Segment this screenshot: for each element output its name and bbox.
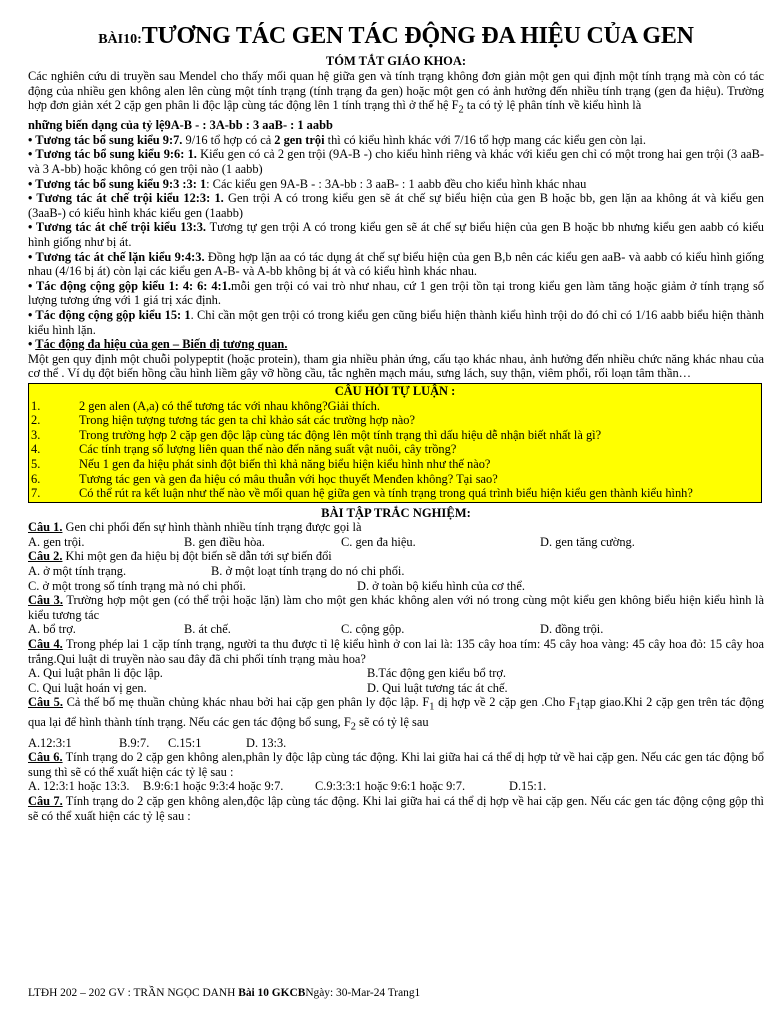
essay-question: 1. 2 gen alen (A,a) có thể tương tác với nhau không?Giải thích. xyxy=(31,398,380,413)
option[interactable]: A. 12:3:1 hoặc 13:3. xyxy=(28,779,130,794)
mcq-question-5: Câu 5. Cả thế bố mẹ thuần chủng khác nhau bởi hai cặp gen phân ly độc lập. $F_1$ dị hợp về 2 cặp gen .Cho $F_1tạp$ giao.Khi 2 cặp gen trên tác động qua lại để hình thành tính trạng. Nếu các gen tác động bổ sung, $F_2$ sẽ có tỷ lệ sau xyxy=(28,695,764,733)
mcq-options-4 xyxy=(28,666,764,681)
option[interactable]: C. cộng gộp. xyxy=(341,622,405,637)
mcq-question-6: Câu 6. Tính trạng do 2 cặp gen không alen,phân ly độc lập cùng tác động. Khi lai giữa hai cá thể dị hợp tử về hai cặp gen. Nếu các gen tác động bổ sung thì sẽ có thể xuất hiện các tỷ lệ sau : xyxy=(28,750,764,779)
mcq-options-2b xyxy=(28,579,764,594)
mcq-question-1: Câu 1. Gen chi phối đến sự hình thành nhiều tính trạng được gọi là xyxy=(28,520,362,535)
lesson-number: BÀI10: xyxy=(98,32,142,47)
option[interactable]: D. ở toàn bộ kiểu hình của cơ thể. xyxy=(357,578,525,593)
option[interactable]: B.9:6:1 hoặc 9:3:4 hoặc 9:7. xyxy=(143,779,284,794)
essay-question: 7. Có thể rút ra kết luận như thế nào về mối quan hệ giữa gen và tính trạng trong quá trình biểu hiện kiểu gen thành kiểu hình? xyxy=(31,486,693,501)
essay-question: 4. Các tính trạng số lượng liên quan thế nào đến năng suất vật nuôi, cây trồng? xyxy=(31,442,457,457)
essay-questions-box xyxy=(28,383,762,503)
option[interactable]: A.12:3:1 xyxy=(28,735,72,750)
option[interactable]: D. đồng trội. xyxy=(540,622,604,637)
option[interactable]: C.9:3:3:1 hoặc 9:6:1 hoặc 9:7. xyxy=(315,779,466,794)
page-footer: LTĐH 202 – 202 GV : TRẦN NGỌC DANH Bài 10 GKCBNgày: 30-Mar-24 Trang1 xyxy=(28,987,421,999)
mcq-title: BÀI TẬP TRẮC NGHIỆM: xyxy=(321,505,471,520)
pleiotropy-text: Một gen quy định một chuỗi polypeptit (hoặc protein), tham gia nhiều phản ứng, cấu tạo khác nhau, ảnh hưởng đến nhiều chức năng khác nhau của cơ thể . Ví dụ đột biến hồng cầu hình liềm gây vỡ hồng cầu, tắc nghẽn mạch máu, sưng lách, suy thận, viêm phổi, rối loạn tâm thần… xyxy=(28,351,764,381)
option[interactable]: C.15:1 xyxy=(168,735,202,750)
option[interactable]: C. Qui luật hoán vị gen. xyxy=(28,680,147,695)
option[interactable]: A. bổ trợ. xyxy=(28,622,76,637)
option[interactable]: B. gen điều hòa. xyxy=(184,534,265,549)
summary-item: • Tương tác bổ sung kiểu 9:7. 9/16 tổ hợp có cả 2 gen trội thì có kiểu hình khác với 7/16 tổ hợp mang các kiểu gen còn lại. xyxy=(28,132,646,147)
option[interactable]: A. ở một tính trạng. xyxy=(28,564,127,579)
option[interactable]: B. ở một loạt tính trạng do nó chi phối. xyxy=(211,564,405,579)
mcq-options-2 xyxy=(28,564,764,579)
summary-item: • Tương tác át chế trội kiểu 13:3. Tương tự gen trội A có trong kiểu gen sẽ át chế sự biểu hiện của gen B hoặc bb nhưng kiểu gen aabb có kiểu hình giống như bị át. xyxy=(28,220,764,249)
option[interactable]: A. Qui luật phân li độc lập. xyxy=(28,666,163,681)
option[interactable]: D. gen tăng cường. xyxy=(540,534,635,549)
page-title xyxy=(28,22,764,54)
summary-intro: Các nghiên cứu di truyền sau Mendel cho thấy mối quan hệ giữa gen và tính trạng không đơn giản một gen qui định một tính trạng mà còn có tác động của nhiều gen không alen lên cùng một tính trạng (tính trạng đa gen) hoặc một gen có ảnh hưởng đến nhiều tính trạng (gen đa hiệu). Trường hợp đơn giản xét 2 cặp gen phân li độc lập cùng tác động lên 1 tính trạng thì ở thế hệ $F_2$ ta có tỷ lệ phân tính về kiểu hình là xyxy=(28,69,764,116)
summary-item: • Tương tác át chế trội kiểu 12:3: 1. Gen trội A có trong kiểu gen sẽ át chế sự biểu hiện của gen B hoặc bb, gen lặn aa không át và kiểu gen (3aaB-) có kiểu hình khác kiểu gen (1aabb) xyxy=(28,191,764,220)
mcq-options-4b xyxy=(28,681,764,696)
mcq-options-6 xyxy=(28,779,764,794)
option[interactable]: D. Qui luật tương tác át chế. xyxy=(367,680,508,695)
essay-question: 5. Nếu 1 gen đa hiệu phát sinh đột biến thì khả năng biểu hiện kiểu hình như thế nào? xyxy=(31,456,491,471)
lesson-title: TƯƠNG TÁC GEN TÁC ĐỘNG ĐA HIỆU CỦA GEN xyxy=(141,23,694,49)
essay-title: CÂU HỎI TỰ LUẬN : xyxy=(334,383,456,398)
summary-item: • Tác động cộng gộp kiểu 1: 4: 6: 4:1.mỗi gen trội có vai trò như nhau, cứ 1 gen trội tồn tại trong kiểu gen làm tăng hoặc giảm ở tính trạng số lượng tương ứng với 1 giá trị xác định. xyxy=(28,278,764,308)
option[interactable]: A. gen trội. xyxy=(28,534,85,549)
option[interactable]: C. ở một trong số tính trạng mà nó chi phối. xyxy=(28,578,246,593)
option[interactable]: D. 13:3. xyxy=(246,735,287,750)
summary-heading: TÓM TẮT GIÁO KHOA: xyxy=(325,54,467,68)
option[interactable]: B.Tác động gen kiểu bổ trợ. xyxy=(367,666,507,681)
summary-item: • Tương tác át chế lặn kiểu 9:4:3. Đồng hợp lặn aa có tác dụng át chế sự biểu hiện của gen B,b nên các kiểu gen aaB- và aabb có kiểu hình giống nhau (4/16 bị át) còn lại các kiểu gen A-B- và A-bb không bị át và có kiểu hình khác nhau. xyxy=(28,249,764,279)
mcq-question-3: Câu 3. Trường hợp một gen (có thể trội hoặc lặn) làm cho một gen khác không alen với nó trong cùng một kiểu gen không biểu hiện kiểu hình là kiểu tương tác xyxy=(28,593,764,622)
essay-question: 3. Trong trường hợp 2 cặp gen độc lập cùng tác động lên một tính trạng thì dấu hiệu dễ nhận biết nhất là gì? xyxy=(31,427,602,442)
mcq-options-5 xyxy=(28,736,764,751)
summary-item: • Tương tác bổ sung kiểu 9:3 :3: 1: Các kiểu gen 9A-B - : 3A-bb : 3 aaB- : 1 aabb đều cho kiểu hình khác nhau xyxy=(28,176,587,191)
mcq-question-4: Câu 4. Trong phép lai 1 cặp tính trạng, người ta thu được tỉ lệ kiểu hình ở con lai là: 135 cây hoa tím: 45 cây hoa vàng: 45 cây hoa đỏ: 15 cây hoa trắng.Qui luật di truyền nào sau đây đã chi phối tính trạng màu hoa? xyxy=(28,637,764,666)
option[interactable]: B.9:7. xyxy=(119,735,150,750)
mcq-options-3 xyxy=(28,622,764,637)
summary-item: • Tương tác bổ sung kiểu 9:6: 1. Kiểu gen có cả 2 gen trội (9A-B -) cho kiểu hình riêng và khác với kiểu gen chỉ có một trong hai gen trội (3 aaB- và 3 A-bb) hoặc không có gen trội nào (1 aabb) xyxy=(28,147,765,177)
pleiotropy-heading: • Tác động đa hiệu của gen – Biến dị tương quan. xyxy=(28,337,288,352)
essay-question: 6. Tương tác gen và gen đa hiệu có mâu thuẫn với học thuyết Menđen không? Tại sao? xyxy=(31,471,498,486)
option[interactable]: C. gen đa hiệu. xyxy=(341,534,416,549)
option[interactable]: B. át chế. xyxy=(184,622,231,637)
document-page xyxy=(28,0,765,999)
option[interactable]: D.15:1. xyxy=(509,779,547,794)
essay-question: 2. Trong hiện tượng tương tác gen ta chỉ khảo sát các trường hợp nào? xyxy=(31,413,415,428)
summary-item: • Tác động cộng gộp kiểu 15: 1. Chỉ cần một gen trội có trong kiểu gen cũng biểu hiện thành kiểu hình trội do đó chỉ có 1/16 aabb biểu hiện thành kiểu hình lặn. xyxy=(28,307,765,337)
mcq-question-7: Câu 7. Tính trạng do 2 cặp gen không alen,độc lập cùng tác động. Khi lai giữa hai cá thể dị hợp về hai cặp gen. Nếu các gen tác động cộng gộp thì sẽ có thể xuất hiện các tỷ lệ sau : xyxy=(28,793,764,823)
mcq-question-2: Câu 2. Khi một gen đa hiệu bị đột biến sẽ dẫn tới sự biến đổi xyxy=(28,549,332,564)
mcq-options-1 xyxy=(28,535,764,550)
summary-variants: những biến dạng của tỷ lệ9A-B - : 3A-bb : 3 aaB- : 1 aabb xyxy=(28,118,333,133)
